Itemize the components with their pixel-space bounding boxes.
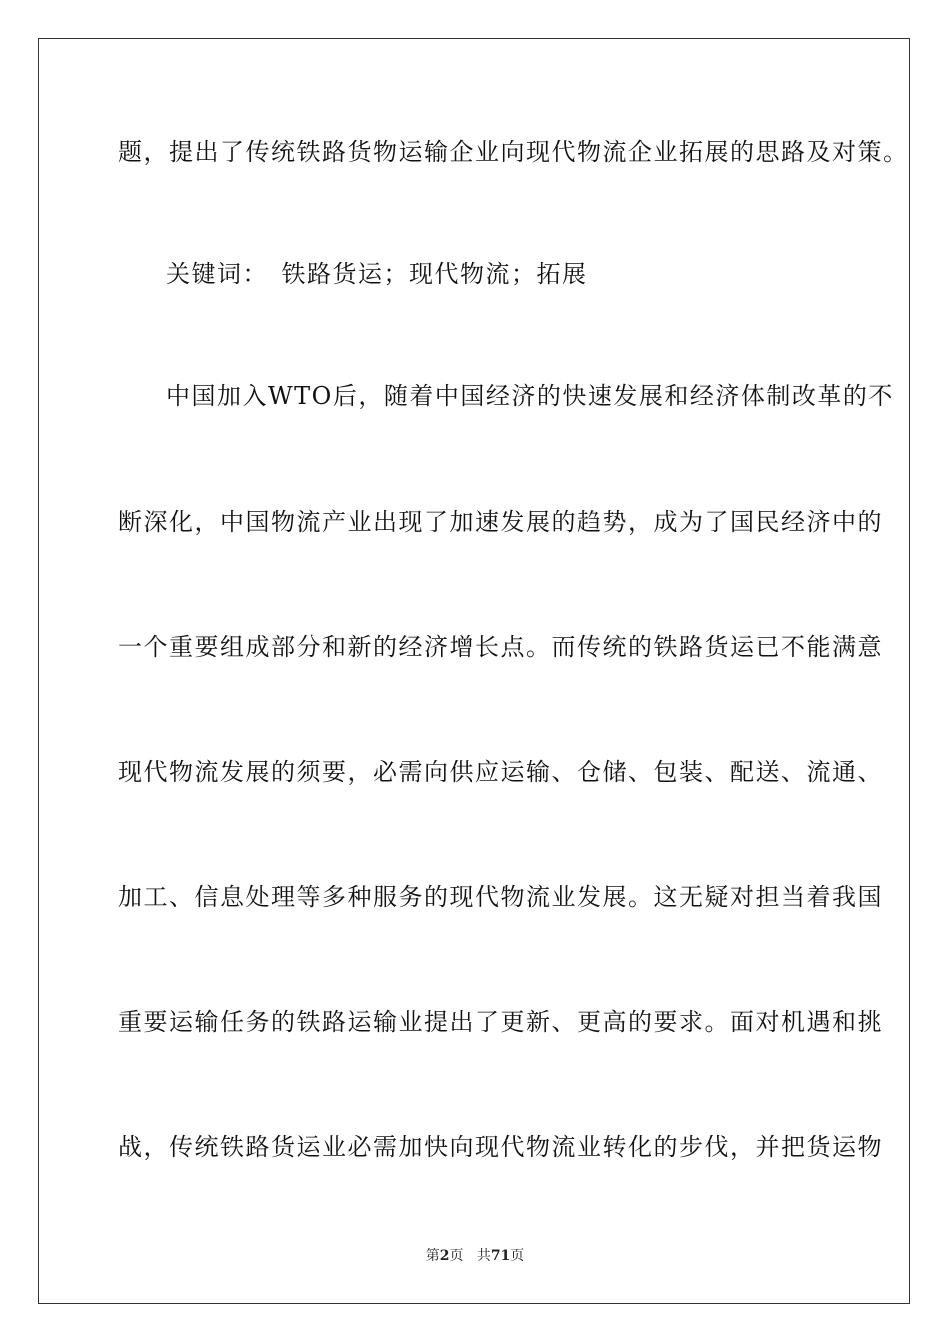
body-line-3: 中国加入WTO后，随着中国经济的快速发展和经济体制改革的不 bbox=[166, 382, 894, 410]
body-line-6: 现代物流发展的须要，必需向供应运输、仓储、包装、配送、流通、 bbox=[118, 758, 883, 786]
body-line-5: 一个重要组成部分和新的经济增长点。而传统的铁路货运已不能满意 bbox=[118, 633, 883, 661]
page-border bbox=[38, 38, 910, 1304]
footer-page-prefix: 第 bbox=[425, 1248, 440, 1264]
footer-page-number: 2 bbox=[439, 1248, 450, 1264]
body-line-4: 断深化，中国物流产业出现了加速发展的趋势，成为了国民经济中的 bbox=[118, 508, 883, 536]
footer-total-prefix: 共 bbox=[476, 1248, 491, 1264]
body-line-9: 战，传统铁路货运业必需加快向现代物流业转化的步伐，并把货运物 bbox=[118, 1133, 883, 1161]
page-footer bbox=[0, 1247, 950, 1265]
footer-page-suffix: 页 bbox=[449, 1248, 464, 1264]
body-line-8: 重要运输任务的铁路运输业提出了更新、更高的要求。面对机遇和挑 bbox=[118, 1008, 883, 1036]
footer-total-pages: 71 bbox=[490, 1248, 511, 1264]
footer-total-suffix: 页 bbox=[510, 1248, 525, 1264]
body-line-1: 题，提出了传统铁路货物运输企业向现代物流企业拓展的思路及对策。 bbox=[118, 138, 909, 166]
keywords-line: 关键词： 铁路货运；现代物流；拓展 bbox=[166, 260, 588, 288]
body-line-7: 加工、信息处理等多种服务的现代物流业发展。这无疑对担当着我国 bbox=[118, 883, 883, 911]
